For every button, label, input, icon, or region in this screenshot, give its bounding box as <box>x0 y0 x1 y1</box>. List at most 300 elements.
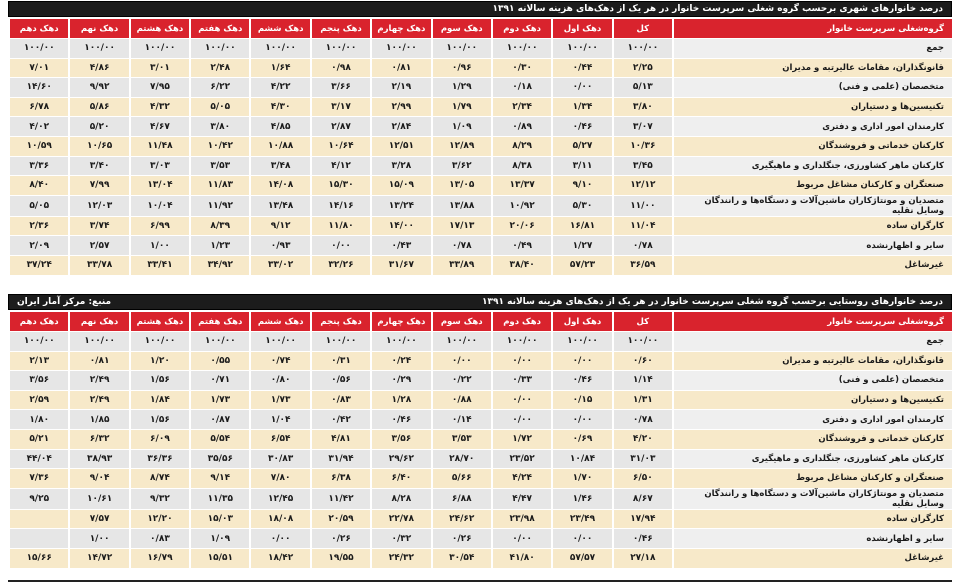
table-cell: ۲/۸۴ <box>370 116 430 136</box>
table-cell: ۱۱/۹۲ <box>189 195 249 216</box>
bottom-divider <box>8 580 952 582</box>
table-cell: ۳۳/۷۸ <box>68 255 128 275</box>
table-cell: ۰/۷۸ <box>612 409 672 429</box>
table-cell: ۱۰۰/۰۰ <box>189 38 249 58</box>
table-cell: ۱/۲۰ <box>129 351 189 371</box>
table-cell: ۴/۴۷ <box>491 488 551 509</box>
row-label: صنعتگران و کارکنان مشاغل مربوط <box>672 468 952 488</box>
row-label: متصدیان و مونتاژکاران ماشین‌آلات و دستگاه‌ها و رانندگان وسایل نقلیه <box>672 195 952 216</box>
table-cell: ۵/۶۶ <box>431 468 491 488</box>
table-cell: ۳۶/۳۶ <box>129 449 189 469</box>
table-cell: ۳۳/۸۹ <box>431 255 491 275</box>
table-cell: ۱۰۰/۰۰ <box>551 331 611 351</box>
table-cell: ۳۴/۹۲ <box>189 255 249 275</box>
table-cell: ۴/۰۲ <box>8 116 68 136</box>
table-cell: ۰/۸۱ <box>68 351 128 371</box>
table-cell: ۱۳/۳۷ <box>491 175 551 195</box>
table-cell: ۱۰۰/۰۰ <box>189 331 249 351</box>
table-cell: ۱۰۰/۰۰ <box>8 38 68 58</box>
table-cell: ۳/۰۳ <box>129 156 189 176</box>
row-label: قانونگذاران، مقامات عالیرتبه و مدیران <box>672 351 952 371</box>
table-cell: ۰/۰۰ <box>491 351 551 371</box>
table-cell: ۰/۲۶ <box>431 528 491 548</box>
table-cell: ۱۵/۰۹ <box>370 175 430 195</box>
table-cell: ۰/۳۳ <box>491 370 551 390</box>
row-label: کارکنان خدماتی و فروشندگان <box>672 429 952 449</box>
row-label: غیرشاغل <box>672 255 952 275</box>
table-cell: ۱۰۰/۰۰ <box>612 38 672 58</box>
table-cell: ۳۵/۵۶ <box>189 449 249 469</box>
table-cell: ۵/۳۰ <box>551 195 611 216</box>
column-header: دهک دوم <box>491 17 551 38</box>
table-cell: ۲۹/۶۲ <box>370 449 430 469</box>
table-cell: ۱۰۰/۰۰ <box>370 331 430 351</box>
column-header: دهک پنجم <box>310 17 370 38</box>
row-label: سایر و اظهارنشده <box>672 528 952 548</box>
table-cell: ۳/۴۰ <box>68 156 128 176</box>
table-cell: ۰/۰۰ <box>551 409 611 429</box>
table-cell: ۰/۰۰ <box>491 528 551 548</box>
row-label: کارکنان ماهر کشاورزی، جنگلداری و ماهیگیری <box>672 156 952 176</box>
table-cell: ۱۰۰/۰۰ <box>491 38 551 58</box>
table-cell: ۰/۴۶ <box>551 116 611 136</box>
table-cell: ۰/۱۸ <box>491 77 551 97</box>
table-cell: ۱/۴۶ <box>551 488 611 509</box>
table-cell: ۹/۱۲ <box>249 216 309 236</box>
table-cell: ۰/۳۲ <box>370 528 430 548</box>
table-cell: ۲۷/۱۸ <box>612 548 672 568</box>
table-cell: ۳/۰۷ <box>612 116 672 136</box>
table-cell: ۸/۳۸ <box>491 156 551 176</box>
table-cell: ۳۱/۹۴ <box>310 449 370 469</box>
table-cell: ۲/۰۹ <box>8 235 68 255</box>
column-header: دهک سوم <box>431 17 491 38</box>
table-cell: ۸/۲۸ <box>370 488 430 509</box>
table-cell: ۰/۹۶ <box>431 58 491 78</box>
table-cell: ۹/۳۲ <box>129 488 189 509</box>
table-cell: ۰/۳۱ <box>310 351 370 371</box>
table-cell: ۰/۷۸ <box>431 235 491 255</box>
table-cell: ۰/۰۰ <box>491 409 551 429</box>
table-cell: ۲/۴۸ <box>189 58 249 78</box>
table-cell: ۱۰۰/۰۰ <box>249 38 309 58</box>
table-cell: ۶/۰۹ <box>129 429 189 449</box>
table-cell: ۱۴/۰۸ <box>249 175 309 195</box>
table-cell: ۰/۰۰ <box>551 77 611 97</box>
table-cell: ۰/۹۸ <box>310 58 370 78</box>
table-cell: ۶/۲۲ <box>189 77 249 97</box>
table-cell: ۰/۵۶ <box>310 370 370 390</box>
row-label: کارمندان امور اداری و دفتری <box>672 116 952 136</box>
table-cell: ۱۰۰/۰۰ <box>129 38 189 58</box>
table-row <box>8 468 952 488</box>
table-cell: ۱/۶۴ <box>249 58 309 78</box>
row-label: متخصصان (علمی و فنی) <box>672 370 952 390</box>
table-cell: ۱۰۰/۰۰ <box>249 331 309 351</box>
table-cell: ۱/۷۹ <box>431 97 491 117</box>
table-cell: ۲/۸۷ <box>310 116 370 136</box>
column-header-category: گروه‌شغلی سرپرست خانوار <box>672 310 952 331</box>
table-cell: ۴/۳۲ <box>129 97 189 117</box>
table-cell: ۱۲/۴۵ <box>249 488 309 509</box>
table-cell: ۳۷/۲۴ <box>8 255 68 275</box>
table-cell: ۱۴/۶۰ <box>8 77 68 97</box>
table-row <box>8 429 952 449</box>
table-cell: ۱۰۰/۰۰ <box>370 38 430 58</box>
table-cell: ۰/۴۴ <box>551 58 611 78</box>
table-cell: ۴/۸۱ <box>310 429 370 449</box>
table-cell: ۲۳/۵۲ <box>491 449 551 469</box>
column-header: کل <box>612 310 672 331</box>
table-cell: ۷/۹۵ <box>129 77 189 97</box>
table-cell: ۰/۴۲ <box>310 409 370 429</box>
table-cell: ۱/۲۸ <box>370 390 430 410</box>
table-cell: ۱۰۰/۰۰ <box>68 38 128 58</box>
table-cell: ۱/۷۳ <box>189 390 249 410</box>
table-cell: ۲/۵۹ <box>8 390 68 410</box>
table-cell: ۰/۷۸ <box>612 235 672 255</box>
table-cell: ۱۱/۰۴ <box>612 216 672 236</box>
table-cell: ۱۱/۸۰ <box>310 216 370 236</box>
table-cell: ۸/۶۷ <box>612 488 672 509</box>
table-cell: ۱۲/۵۱ <box>370 136 430 156</box>
table-cell: ۰/۰۰ <box>310 235 370 255</box>
column-header: دهک هشتم <box>129 310 189 331</box>
table-row <box>8 195 952 216</box>
table-cell: ۱۳/۰۴ <box>129 175 189 195</box>
column-header: دهک ششم <box>249 17 309 38</box>
table-cell: ۱۰/۸۴ <box>551 449 611 469</box>
urban-table <box>8 17 952 275</box>
table-row <box>8 488 952 509</box>
table-cell: ۱/۵۶ <box>129 409 189 429</box>
table-cell: ۱۰/۸۸ <box>249 136 309 156</box>
table-cell: ۳/۵۳ <box>431 429 491 449</box>
table-cell: ۱۵/۳۰ <box>310 175 370 195</box>
table-cell: ۰/۱۵ <box>551 390 611 410</box>
table-cell: ۱۰۰/۰۰ <box>310 38 370 58</box>
table-cell: ۱۰۰/۰۰ <box>431 38 491 58</box>
column-header: دهک هفتم <box>189 17 249 38</box>
rural-table-block <box>8 294 952 568</box>
column-header: دهک پنجم <box>310 310 370 331</box>
table-cell: ۰/۰۰ <box>431 351 491 371</box>
table-cell: ۱۵/۶۶ <box>8 548 68 568</box>
table-cell: ۲۰/۰۶ <box>491 216 551 236</box>
table-cell: ۶/۷۸ <box>8 97 68 117</box>
table-row <box>8 351 952 371</box>
table-cell: ۱۰/۳۶ <box>612 136 672 156</box>
table-cell: ۱۸/۰۸ <box>249 509 309 529</box>
table-cell: ۰/۶۹ <box>551 429 611 449</box>
row-label: تکنیسین‌ها و دستیاران <box>672 97 952 117</box>
table-cell: ۱۰/۵۹ <box>8 136 68 156</box>
column-header: دهک سوم <box>431 310 491 331</box>
table-cell: ۲/۱۳ <box>8 351 68 371</box>
column-header: دهک دهم <box>8 310 68 331</box>
table-cell: ۱۰۰/۰۰ <box>612 331 672 351</box>
row-label: متخصصان (علمی و فنی) <box>672 77 952 97</box>
table-cell: ۴۱/۸۰ <box>491 548 551 568</box>
table-cell: ۱۵/۰۳ <box>189 509 249 529</box>
table-cell: ۱۷/۹۴ <box>612 509 672 529</box>
table-row <box>8 116 952 136</box>
table-cell: ۱۰/۹۲ <box>491 195 551 216</box>
table-row <box>8 390 952 410</box>
table-cell: ۰/۱۴ <box>431 409 491 429</box>
table-cell: ۱۰۰/۰۰ <box>431 331 491 351</box>
table-cell: ۴/۱۲ <box>310 156 370 176</box>
table-cell: ۹/۹۲ <box>68 77 128 97</box>
table-row <box>8 136 952 156</box>
urban-header-row <box>8 17 952 38</box>
rural-table-body <box>8 331 952 568</box>
table-row <box>8 548 952 568</box>
row-label: کارکنان ماهر کشاورزی، جنگلداری و ماهیگیری <box>672 449 952 469</box>
table-cell: ۱۳/۰۵ <box>431 175 491 195</box>
table-cell: ۹/۱۰ <box>551 175 611 195</box>
table-cell: ۱۰/۰۴ <box>129 195 189 216</box>
table-cell: ۳۰/۵۴ <box>431 548 491 568</box>
table-cell: ۲۳/۴۹ <box>551 509 611 529</box>
table-cell: ۰/۸۱ <box>370 58 430 78</box>
table-cell: ۹/۰۴ <box>68 468 128 488</box>
table-cell: ۰/۴۶ <box>612 528 672 548</box>
table-cell: ۰/۴۶ <box>370 409 430 429</box>
table-cell: ۷/۳۶ <box>8 468 68 488</box>
column-header: دهک هشتم <box>129 17 189 38</box>
table-cell: ۴/۶۷ <box>129 116 189 136</box>
table-cell: ۱/۰۹ <box>189 528 249 548</box>
table-cell: ۱۰/۶۵ <box>68 136 128 156</box>
table-cell: ۸/۴۰ <box>8 175 68 195</box>
column-header: دهک هفتم <box>189 310 249 331</box>
table-cell: ۱۰۰/۰۰ <box>491 331 551 351</box>
urban-title: درصد خانوارهای شهری برحسب گروه شغلی سرپرست خانوار در هر یک از دهک‌های هزینه سالانه ۱۳۹۱ <box>492 4 943 14</box>
table-cell: ۵/۰۵ <box>189 97 249 117</box>
row-label: متصدیان و مونتاژکاران ماشین‌آلات و دستگاه‌ها و رانندگان وسایل نقلیه <box>672 488 952 509</box>
table-cell: ۱۶/۷۹ <box>129 548 189 568</box>
table-cell: ۰/۲۲ <box>431 370 491 390</box>
table-cell: ۴/۲۰ <box>612 429 672 449</box>
table-row <box>8 58 952 78</box>
table-cell: ۵۷/۵۷ <box>551 548 611 568</box>
table-cell: ۱/۵۶ <box>129 370 189 390</box>
table-cell: ۱/۸۵ <box>68 409 128 429</box>
table-cell: ۳/۸۰ <box>189 116 249 136</box>
table-cell: ۴/۲۴ <box>491 468 551 488</box>
table-cell: ۲/۱۹ <box>370 77 430 97</box>
table-row <box>8 331 952 351</box>
table-cell: ۱۰۰/۰۰ <box>68 331 128 351</box>
table-cell: ۳/۵۶ <box>370 429 430 449</box>
table-cell: ۱۱/۴۸ <box>129 136 189 156</box>
table-cell: ۳/۵۳ <box>189 156 249 176</box>
table-cell: ۲/۳۴ <box>491 97 551 117</box>
table-row <box>8 175 952 195</box>
table-row <box>8 156 952 176</box>
rural-header-row <box>8 310 952 331</box>
table-cell: ۱/۲۳ <box>189 235 249 255</box>
table-cell: ۲۸/۷۰ <box>431 449 491 469</box>
table-cell: ۵۷/۲۳ <box>551 255 611 275</box>
row-label: قانونگذاران، مقامات عالیرتبه و مدیران <box>672 58 952 78</box>
table-cell: ۱۰/۴۲ <box>189 136 249 156</box>
table-cell: ۱۸/۴۲ <box>249 548 309 568</box>
table-cell: ۷/۰۱ <box>8 58 68 78</box>
table-cell: ۱۰۰/۰۰ <box>551 38 611 58</box>
table-cell: ۰/۳۰ <box>491 58 551 78</box>
table-cell: ۳۳/۴۱ <box>129 255 189 275</box>
table-row <box>8 509 952 529</box>
table-cell: ۸/۷۴ <box>129 468 189 488</box>
table-cell: ۲/۴۹ <box>68 370 128 390</box>
row-label: غیرشاغل <box>672 548 952 568</box>
table-cell: ۱۴/۱۶ <box>310 195 370 216</box>
row-label: صنعتگران و کارکنان مشاغل مربوط <box>672 175 952 195</box>
table-cell: ۶/۵۴ <box>249 429 309 449</box>
table-cell: ۳/۱۷ <box>310 97 370 117</box>
table-cell: ۳۳/۰۲ <box>249 255 309 275</box>
table-cell: ۱۲/۱۲ <box>612 175 672 195</box>
rural-table <box>8 310 952 568</box>
table-cell: ۳/۶۶ <box>310 77 370 97</box>
table-cell: ۱۷/۱۳ <box>431 216 491 236</box>
table-cell: ۳/۵۶ <box>8 370 68 390</box>
table-cell: ۱/۸۴ <box>129 390 189 410</box>
table-cell: ۱۳/۸۸ <box>431 195 491 216</box>
table-cell: ۰/۰۰ <box>491 390 551 410</box>
table-row <box>8 528 952 548</box>
table-cell: ۱/۳۴ <box>551 97 611 117</box>
table-cell: ۱/۷۰ <box>551 468 611 488</box>
table-cell: ۱/۰۹ <box>431 116 491 136</box>
table-cell: ۰/۴۹ <box>491 235 551 255</box>
urban-title-bar <box>8 1 952 17</box>
table-cell: ۶/۳۸ <box>310 468 370 488</box>
table-cell: ۳/۲۸ <box>370 156 430 176</box>
table-cell: ۱۰/۶۴ <box>310 136 370 156</box>
table-row <box>8 216 952 236</box>
table-cell: ۱۵/۵۱ <box>189 548 249 568</box>
table-cell: ۰/۸۳ <box>129 528 189 548</box>
table-cell <box>8 509 68 529</box>
row-label: جمع <box>672 38 952 58</box>
table-cell: ۶/۵۰ <box>612 468 672 488</box>
table-cell: ۵/۸۶ <box>68 97 128 117</box>
table-cell: ۱/۳۱ <box>612 390 672 410</box>
table-cell: ۴۴/۰۴ <box>8 449 68 469</box>
table-cell: ۱/۰۰ <box>68 528 128 548</box>
table-row <box>8 255 952 275</box>
table-cell: ۵/۲۱ <box>8 429 68 449</box>
table-cell: ۵/۲۰ <box>68 116 128 136</box>
rural-title: درصد خانوارهای روستایی برحسب گروه شغلی سرپرست خانوار در هر یک از دهک‌های هزینه سالانه ۱۳۹۱ <box>482 297 943 307</box>
table-cell: ۲۴/۳۲ <box>370 548 430 568</box>
table-cell: ۰/۸۹ <box>491 116 551 136</box>
table-cell: ۱/۷۲ <box>491 429 551 449</box>
table-cell: ۱/۷۳ <box>249 390 309 410</box>
table-cell: ۱۲/۲۰ <box>129 509 189 529</box>
table-cell: ۰/۰۰ <box>551 528 611 548</box>
table-cell: ۱/۰۴ <box>249 409 309 429</box>
table-cell: ۱/۲۷ <box>551 235 611 255</box>
table-cell: ۴/۲۲ <box>249 77 309 97</box>
column-header-category: گروه‌شغلی سرپرست خانوار <box>672 17 952 38</box>
row-label: جمع <box>672 331 952 351</box>
table-cell: ۳/۰۱ <box>129 58 189 78</box>
rural-source: منبع: مرکز آمار ایران <box>17 297 112 307</box>
table-cell: ۲/۴۹ <box>68 390 128 410</box>
table-cell: ۳۱/۰۳ <box>612 449 672 469</box>
table-cell: ۲/۵۷ <box>68 235 128 255</box>
table-cell: ۱/۲۹ <box>431 77 491 97</box>
table-cell: ۱۹/۵۵ <box>310 548 370 568</box>
row-label: کارگران ساده <box>672 509 952 529</box>
table-cell: ۶/۴۰ <box>370 468 430 488</box>
table-cell: ۱/۱۴ <box>612 370 672 390</box>
table-cell: ۰/۴۳ <box>370 235 430 255</box>
table-cell: ۱۱/۳۵ <box>189 488 249 509</box>
urban-table-body <box>8 38 952 275</box>
table-cell: ۱۱/۸۳ <box>189 175 249 195</box>
table-cell: ۳۸/۹۳ <box>68 449 128 469</box>
table-cell: ۰/۰۰ <box>249 528 309 548</box>
table-cell: ۰/۴۶ <box>551 370 611 390</box>
table-cell: ۱۲/۰۳ <box>68 195 128 216</box>
row-label: سایر و اظهارنشده <box>672 235 952 255</box>
table-cell: ۱۰۰/۰۰ <box>310 331 370 351</box>
table-cell: ۳/۴۵ <box>612 156 672 176</box>
table-cell: ۱/۰۰ <box>129 235 189 255</box>
table-cell: ۰/۸۳ <box>310 390 370 410</box>
table-cell: ۷/۵۷ <box>68 509 128 529</box>
row-label: تکنیسین‌ها و دستیاران <box>672 390 952 410</box>
table-cell: ۶/۸۸ <box>431 488 491 509</box>
table-cell: ۱۱/۰۰ <box>612 195 672 216</box>
table-cell: ۳۱/۶۷ <box>370 255 430 275</box>
row-label: کارگران ساده <box>672 216 952 236</box>
table-cell: ۱۰۰/۰۰ <box>129 331 189 351</box>
column-header: دهک چهارم <box>370 310 430 331</box>
column-header: دهک نهم <box>68 17 128 38</box>
table-cell: ۵/۰۵ <box>8 195 68 216</box>
table-cell: ۶/۳۲ <box>68 429 128 449</box>
table-cell: ۲۳/۹۸ <box>491 509 551 529</box>
table-cell: ۳/۶۲ <box>431 156 491 176</box>
table-cell: ۲/۲۵ <box>612 58 672 78</box>
table-cell: ۱۳/۲۴ <box>370 195 430 216</box>
table-cell: ۰/۲۴ <box>370 351 430 371</box>
column-header: دهک نهم <box>68 310 128 331</box>
table-cell: ۰/۲۹ <box>370 370 430 390</box>
table-cell: ۲/۹۹ <box>370 97 430 117</box>
table-cell: ۱۰۰/۰۰ <box>8 331 68 351</box>
table-cell: ۳۸/۴۰ <box>491 255 551 275</box>
column-header: دهک دوم <box>491 310 551 331</box>
table-row <box>8 97 952 117</box>
urban-table-block <box>8 1 952 275</box>
table-cell: ۲۴/۶۲ <box>431 509 491 529</box>
table-row <box>8 370 952 390</box>
table-cell: ۲۰/۵۹ <box>310 509 370 529</box>
table-cell: ۷/۸۰ <box>249 468 309 488</box>
table-cell: ۹/۲۵ <box>8 488 68 509</box>
table-cell: ۳/۸۰ <box>612 97 672 117</box>
table-cell: ۴/۸۵ <box>249 116 309 136</box>
table-cell: ۰/۸۷ <box>189 409 249 429</box>
table-cell: ۴/۸۶ <box>68 58 128 78</box>
